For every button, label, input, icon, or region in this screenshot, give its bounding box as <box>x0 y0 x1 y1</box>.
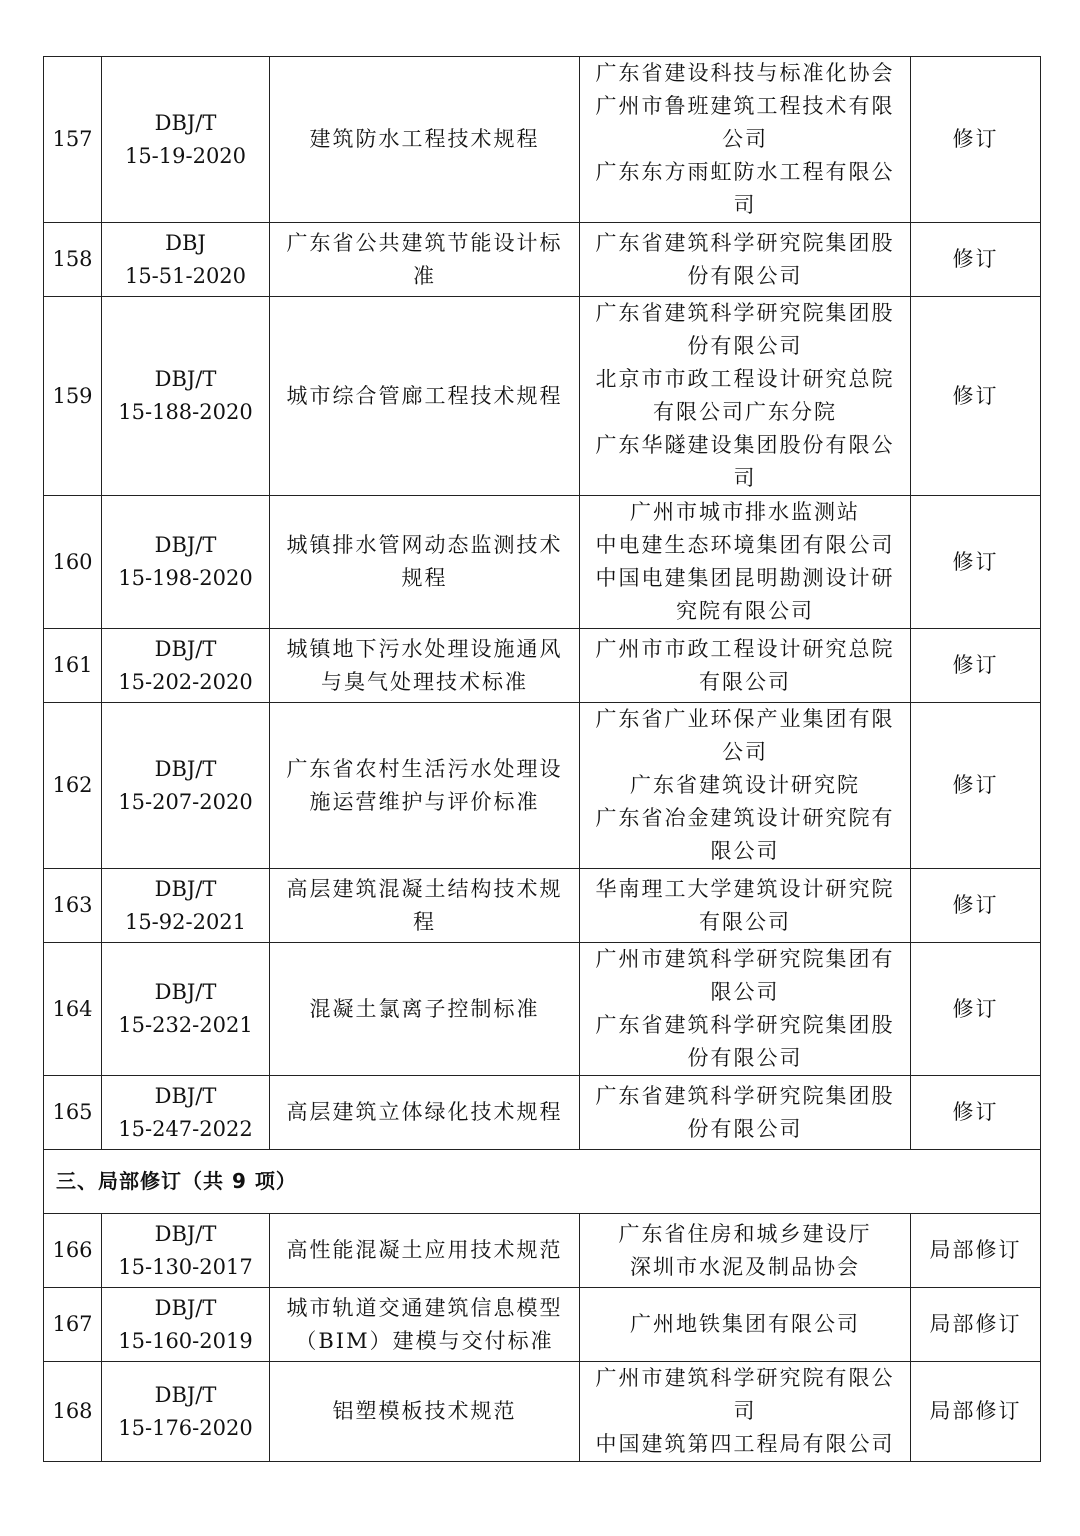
standard-code-line: 15-19-2020 <box>124 143 247 168</box>
row-number: 160 <box>44 496 102 629</box>
editor-organization-line: 广东省建筑科学研究院集团股 <box>595 1013 895 1037</box>
editor-organization-line: 广东省建筑科学研究院集团股 <box>595 301 895 325</box>
standard-code-line: 15-160-2019 <box>118 1328 253 1353</box>
editor-organization <box>580 496 911 629</box>
table-body-partial-revisions <box>44 1214 1041 1462</box>
standard-name-line: 广东省农村生活污水处理设 <box>286 756 563 781</box>
table-row <box>44 1288 1041 1362</box>
standard-code-line: 15-207-2020 <box>118 789 253 814</box>
standard-name-line: 程 <box>413 909 436 934</box>
row-number: 159 <box>44 297 102 496</box>
editor-organization <box>580 703 911 869</box>
table-row <box>44 223 1041 297</box>
standard-code <box>102 1076 270 1150</box>
standard-name-line: 高层建筑立体绿化技术规程 <box>286 1100 563 1124</box>
revision-type: 修订 <box>911 223 1041 297</box>
standard-name-line: 规程 <box>401 566 448 590</box>
editor-organization-line: 份有限公司 <box>687 1116 803 1141</box>
standard-code <box>102 223 270 297</box>
standard-name <box>270 1288 580 1362</box>
standard-code-line: 15-130-2017 <box>118 1254 253 1279</box>
editor-organization-line: 司 <box>733 193 757 217</box>
table-row <box>44 703 1041 869</box>
table-row <box>44 1076 1041 1150</box>
standard-name-line: 城镇排水管网动态监测技术 <box>286 533 563 557</box>
standard-name-line: 施运营维护与评价标准 <box>309 789 540 814</box>
editor-organization-line: 广东东方雨虹防水工程有限公 <box>595 160 895 184</box>
standard-name-line: 与臭气处理技术标准 <box>321 669 528 694</box>
row-number: 163 <box>44 869 102 943</box>
editor-organization-line: 司 <box>733 1399 757 1423</box>
standard-name-line: 铝塑模板技术规范 <box>332 1399 517 1423</box>
editor-organization-line: 广东省建筑科学研究院集团股 <box>595 230 895 255</box>
section-block <box>44 1150 1041 1214</box>
standard-code-line: 15-51-2020 <box>124 263 247 288</box>
standard-code <box>102 869 270 943</box>
revision-type: 修订 <box>911 703 1041 869</box>
row-number: 168 <box>44 1362 102 1462</box>
row-number: 161 <box>44 629 102 703</box>
editor-organization-line: 广州地铁集团有限公司 <box>630 1312 860 1336</box>
standard-name <box>270 629 580 703</box>
editor-organization-line: 广东省广业环保产业集团有限 <box>595 707 895 731</box>
standard-code <box>102 57 270 223</box>
editor-organization-line: 广东省住房和城乡建设厅 <box>618 1221 872 1246</box>
revision-type: 局部修订 <box>911 1288 1041 1362</box>
standard-code-line: 15-188-2020 <box>118 400 253 424</box>
revision-type: 修订 <box>911 629 1041 703</box>
standard-name <box>270 496 580 629</box>
standard-name-line: 高层建筑混凝土结构技术规 <box>286 876 563 901</box>
standard-name <box>270 1362 580 1462</box>
table-row <box>44 1362 1041 1462</box>
editor-organization-line: 北京市市政工程设计研究总院 <box>595 367 895 391</box>
standard-name <box>270 297 580 496</box>
editor-organization-line: 司 <box>733 466 757 490</box>
standard-code-line: DBJ/T <box>154 756 217 781</box>
editor-organization-line: 有限公司广东分院 <box>653 400 837 424</box>
standard-name-line: 建筑防水工程技术规程 <box>309 127 540 151</box>
editor-organization-line: 限公司 <box>710 839 780 863</box>
row-number: 167 <box>44 1288 102 1362</box>
editor-organization-line: 广东省冶金建筑设计研究院有 <box>595 806 895 830</box>
editor-organization-line: 深圳市水泥及制品协会 <box>630 1254 860 1279</box>
editor-organization-line: 广州市城市排水监测站 <box>630 500 860 524</box>
revision-type: 修订 <box>911 943 1041 1076</box>
editor-organization-line: 究院有限公司 <box>676 599 814 623</box>
standard-code-line: DBJ/T <box>154 980 217 1004</box>
standard-name <box>270 57 580 223</box>
table-row <box>44 297 1041 496</box>
table-row <box>44 629 1041 703</box>
revision-type: 修订 <box>911 869 1041 943</box>
standard-name-line: 城市轨道交通建筑信息模型 <box>286 1295 563 1320</box>
row-number: 166 <box>44 1214 102 1288</box>
editor-organization-line: 广州市鲁班建筑工程技术有限 <box>595 94 895 118</box>
editor-organization-line: 有限公司 <box>699 909 791 934</box>
standard-code <box>102 703 270 869</box>
standard-code-line: DBJ/T <box>154 636 217 661</box>
standard-name <box>270 943 580 1076</box>
editor-organization-line: 广东华隧建设集团股份有限公 <box>595 433 895 457</box>
editor-organization-line: 中电建生态环境集团有限公司 <box>595 533 895 557</box>
editor-organization-line: 华南理工大学建筑设计研究院 <box>595 876 895 901</box>
editor-organization <box>580 1362 911 1462</box>
editor-organization-line: 有限公司 <box>699 669 791 694</box>
standard-name <box>270 1076 580 1150</box>
editor-organization-line: 广东省建筑科学研究院集团股 <box>595 1083 895 1108</box>
standard-code-line: DBJ/T <box>154 1221 217 1246</box>
table-row <box>44 943 1041 1076</box>
standard-code-line: 15-198-2020 <box>118 566 253 590</box>
standard-name <box>270 1214 580 1288</box>
table-row <box>44 496 1041 629</box>
editor-organization-line: 广州市建筑科学研究院集团有 <box>595 947 895 971</box>
table-row <box>44 1214 1041 1288</box>
standard-name-line: 城市综合管廊工程技术规程 <box>286 383 563 408</box>
standard-name-line: 城镇地下污水处理设施通风 <box>286 636 563 661</box>
editor-organization-line: 公司 <box>722 127 768 151</box>
standard-code <box>102 297 270 496</box>
revision-type: 修订 <box>911 496 1041 629</box>
revision-type: 修订 <box>911 297 1041 496</box>
editor-organization-line: 限公司 <box>710 980 780 1004</box>
standard-code <box>102 629 270 703</box>
editor-organization <box>580 943 911 1076</box>
standard-code <box>102 1288 270 1362</box>
standard-name-line: （BIM）建模与交付标准 <box>295 1328 554 1353</box>
standard-code-line: 15-92-2021 <box>124 909 247 934</box>
editor-organization <box>580 629 911 703</box>
row-number: 157 <box>44 57 102 223</box>
standard-code-line: DBJ/T <box>154 533 217 557</box>
standard-code-line: DBJ/T <box>154 876 217 901</box>
standard-name-line: 高性能混凝土应用技术规范 <box>286 1238 563 1262</box>
standard-code <box>102 496 270 629</box>
standard-name-line: 广东省公共建筑节能设计标 <box>286 230 563 255</box>
revision-type: 修订 <box>911 1076 1041 1150</box>
row-number: 164 <box>44 943 102 1076</box>
standard-name-line: 准 <box>413 263 436 288</box>
editor-organization-line: 广州市建筑科学研究院有限公 <box>595 1366 895 1390</box>
section-header-row <box>44 1150 1041 1214</box>
standards-table <box>43 56 1041 1462</box>
editor-organization <box>580 297 911 496</box>
standard-code-line: DBJ/T <box>154 1083 217 1108</box>
row-number: 158 <box>44 223 102 297</box>
editor-organization-line: 中国电建集团昆明勘测设计研 <box>595 566 895 590</box>
standard-code-line: DBJ/T <box>154 110 217 135</box>
standard-code-line: DBJ/T <box>154 1295 217 1320</box>
revision-type: 局部修订 <box>911 1362 1041 1462</box>
editor-organization-line: 公司 <box>722 740 768 764</box>
editor-organization <box>580 869 911 943</box>
table-body-revisions <box>44 57 1041 1150</box>
editor-organization-line: 广东省建筑设计研究院 <box>630 773 860 797</box>
standard-code-line: DBJ/T <box>154 367 217 391</box>
editor-organization-line: 份有限公司 <box>687 263 803 288</box>
editor-organization-line: 广东省建设科技与标准化协会 <box>595 61 895 85</box>
standard-code-line: DBJ <box>165 230 206 255</box>
editor-organization-line: 份有限公司 <box>687 334 803 358</box>
revision-type: 修订 <box>911 57 1041 223</box>
row-number: 165 <box>44 1076 102 1150</box>
standard-code <box>102 1362 270 1462</box>
section-title: 三、局部修订（共 9 项） <box>44 1150 1041 1214</box>
standard-code-line: 15-176-2020 <box>118 1415 253 1440</box>
standard-code <box>102 1214 270 1288</box>
standard-code-line: 15-247-2022 <box>118 1116 253 1141</box>
table-row <box>44 869 1041 943</box>
table-row <box>44 57 1041 223</box>
editor-organization <box>580 57 911 223</box>
standard-name-line: 混凝土氯离子控制标准 <box>309 996 540 1021</box>
editor-organization-line: 广州市市政工程设计研究总院 <box>595 636 895 661</box>
standard-name <box>270 869 580 943</box>
row-number: 162 <box>44 703 102 869</box>
standard-code <box>102 943 270 1076</box>
standard-code-line: DBJ/T <box>154 1382 217 1407</box>
editor-organization <box>580 1288 911 1362</box>
editor-organization-line: 份有限公司 <box>687 1046 803 1070</box>
editor-organization <box>580 1214 911 1288</box>
editor-organization <box>580 223 911 297</box>
standard-name <box>270 703 580 869</box>
standard-code-line: 15-232-2021 <box>118 1013 253 1037</box>
revision-type: 局部修订 <box>911 1214 1041 1288</box>
standard-code-line: 15-202-2020 <box>118 669 253 694</box>
standard-name <box>270 223 580 297</box>
editor-organization <box>580 1076 911 1150</box>
editor-organization-line: 中国建筑第四工程局有限公司 <box>595 1432 895 1456</box>
